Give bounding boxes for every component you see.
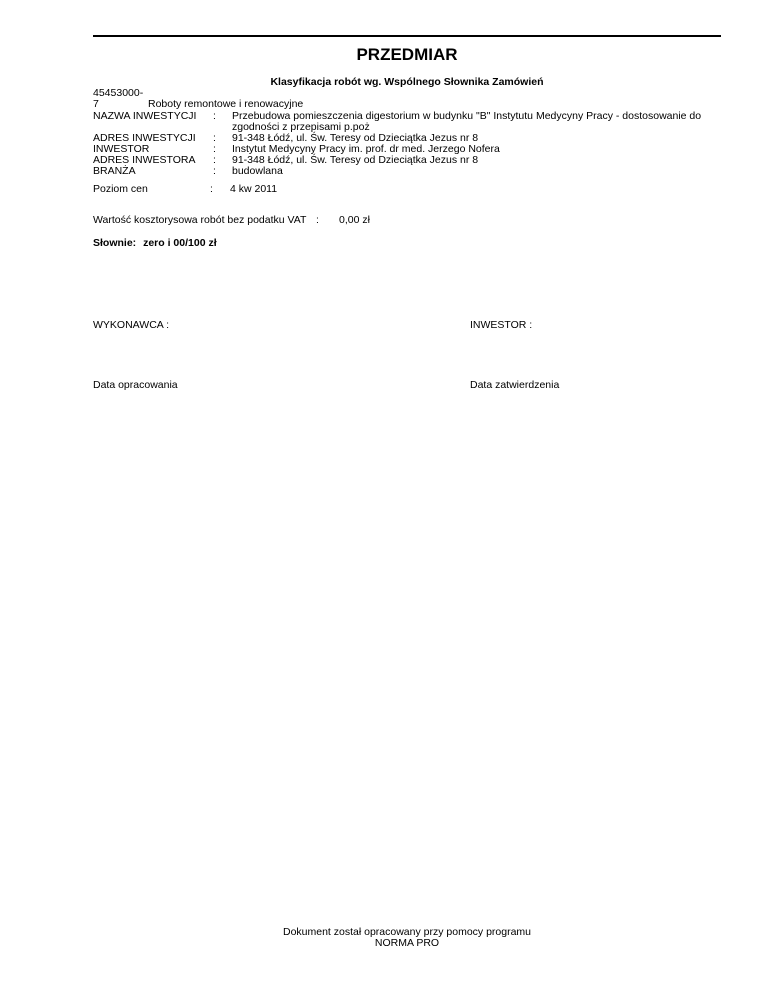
investor-value: Instytut Medycyny Pracy im. prof. dr med. Jerzego Nofera: [232, 143, 500, 155]
investment-name-separator: :: [213, 110, 216, 122]
branch-separator: :: [213, 165, 216, 177]
investment-name-label: NAZWA INWESTYCJI: [93, 110, 197, 122]
investor-separator: :: [213, 143, 216, 155]
classification-heading: Klasyfikacja robót wg. Wspólnego Słownika Zamówień: [270, 76, 544, 88]
cost-value-row: [93, 214, 370, 226]
investment-address-value: 91-348 Łódź, ul. Św. Teresy od Dzieciątka Jezus nr 8: [232, 132, 479, 144]
classification-code: 45453000-7: [93, 87, 144, 110]
price-level-separator: :: [210, 183, 213, 195]
price-level-row: [93, 183, 278, 195]
footer-line-1: Dokument został opracowany przy pomocy programu: [282, 926, 532, 938]
investment-address-separator: :: [213, 132, 216, 144]
amount-in-words-label: Słownie:: [93, 237, 137, 249]
branch-value: budowlana: [232, 165, 283, 177]
prepared-date-label: Data opracowania: [93, 379, 178, 391]
investor-address-separator: :: [213, 154, 216, 166]
cost-value-separator: :: [316, 214, 319, 226]
amount-in-words-row: [93, 238, 217, 249]
price-level-label: Poziom cen: [93, 183, 148, 195]
footer-note: [93, 927, 721, 949]
approved-date-label: Data zatwierdzenia: [470, 379, 560, 391]
investor-label: INWESTOR: [93, 143, 150, 155]
amount-in-words-value: zero i 00/100 zł: [143, 237, 217, 249]
classification-description: Roboty remontowe i renowacyjne: [148, 98, 304, 110]
document-title: PRZEDMIAR: [356, 45, 458, 64]
classification-row: [93, 88, 303, 110]
investor-address-label: ADRES INWESTORA: [93, 154, 196, 166]
investment-name-value: Przebudowa pomieszczenia digestorium w budynku "B" Instytutu Medycyny Pracy - dostosowanie do zgodności z przepisami p.poż: [232, 110, 702, 133]
contractor-signature-label: WYKONAWCA :: [93, 319, 170, 331]
investment-address-label: ADRES INWESTYCJI: [93, 132, 196, 144]
top-divider: [93, 35, 721, 37]
cost-value-amount: 0,00 zł: [339, 214, 370, 226]
price-level-value: 4 kw 2011: [230, 183, 278, 195]
investor-signature-label: INWESTOR :: [470, 319, 533, 331]
cost-value-label: Wartość kosztorysowa robót bez podatku VAT: [93, 214, 307, 226]
branch-label: BRANŻA: [93, 165, 136, 177]
investor-address-value: 91-348 Łódź, ul. Św. Teresy od Dzieciątka Jezus nr 8: [232, 154, 479, 166]
footer-line-2: NORMA PRO: [374, 937, 440, 949]
